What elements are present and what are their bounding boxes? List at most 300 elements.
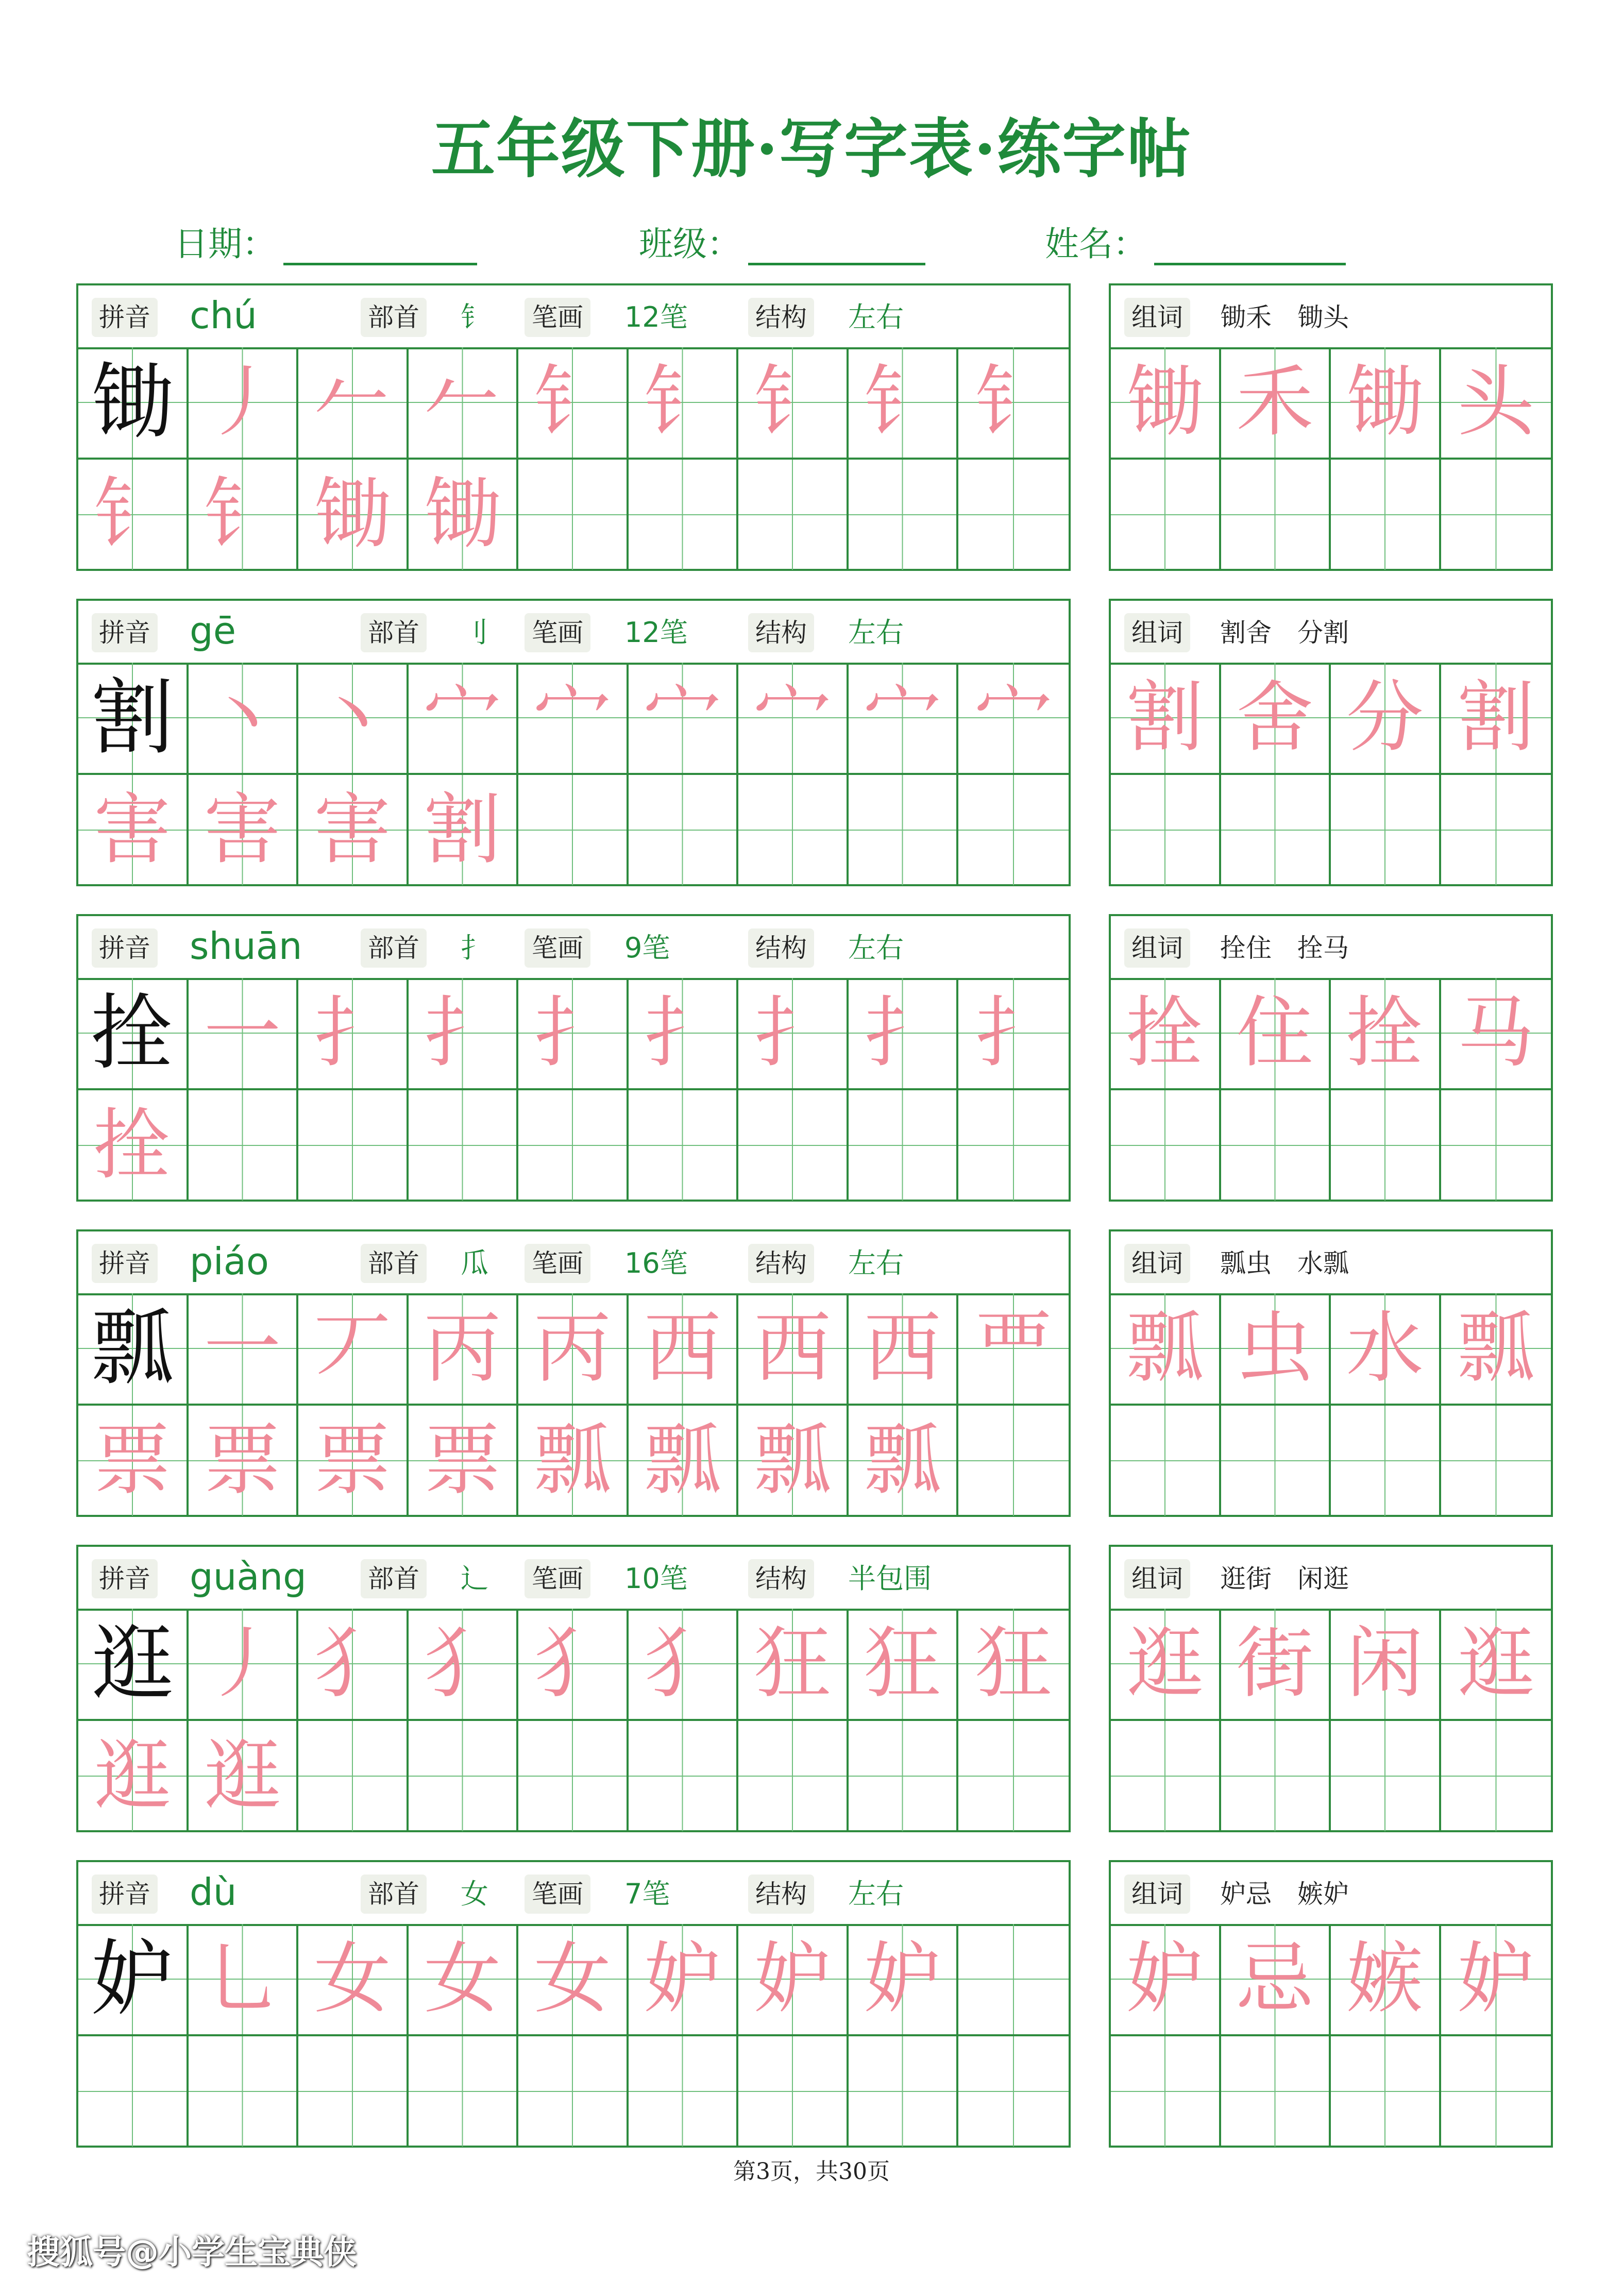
tianzige-cell[interactable] [1441, 978, 1551, 1088]
structure-tag: 结构 [748, 298, 814, 337]
stroke-step-character: 逛 [204, 1731, 281, 1821]
tianzige-cell[interactable] [958, 1406, 1069, 1516]
word-character: 妒 [1457, 1934, 1535, 2024]
character-block [76, 599, 1553, 886]
tianzige-cell[interactable] [1441, 1609, 1551, 1719]
tianzige-cell[interactable] [958, 978, 1069, 1088]
stroke-step-character: 扌 [424, 988, 501, 1078]
word-character: 马 [1457, 988, 1535, 1078]
stroke-step-character: 宀 [754, 673, 832, 763]
pinyin-tag: 拼音 [92, 613, 158, 652]
stroke-step-character: 害 [93, 785, 171, 875]
tianzige-cell[interactable] [518, 1293, 629, 1404]
words-tag: 组词 [1124, 298, 1190, 337]
tianzige-cell[interactable] [78, 2036, 189, 2147]
radical-tag: 部首 [361, 1875, 427, 1914]
character-block [76, 1229, 1553, 1517]
structure-tag: 结构 [748, 613, 814, 652]
words-header [1111, 601, 1551, 665]
word-character: 住 [1236, 988, 1314, 1078]
character-info-header [78, 916, 1069, 980]
tianzige-cell[interactable] [849, 978, 959, 1088]
tianzige-cell[interactable] [189, 1924, 299, 2034]
radical-tag: 部首 [361, 1244, 427, 1283]
word-character: 分 [1346, 673, 1424, 763]
tianzige-cell[interactable] [1331, 1924, 1441, 2034]
stroke-step-character: 宀 [975, 673, 1053, 763]
stroke-step-character: 犭 [313, 1619, 391, 1709]
date-line[interactable] [283, 220, 477, 265]
pinyin-tag: 拼音 [92, 298, 158, 337]
tianzige-cell[interactable] [518, 2036, 629, 2147]
tianzige-cell[interactable] [629, 347, 739, 458]
stroke-step-character: 狂 [754, 1619, 832, 1709]
tianzige-cell[interactable] [738, 1924, 849, 2034]
tianzige-cell[interactable] [1331, 1406, 1441, 1516]
strokes-tag: 笔画 [525, 928, 590, 968]
stroke-step-character: 宀 [864, 673, 941, 763]
name-line[interactable] [1154, 220, 1346, 265]
character-info-header [78, 1231, 1069, 1295]
tianzige-cell[interactable] [1111, 460, 1221, 570]
tianzige-cell[interactable] [78, 1721, 189, 1831]
tianzige-cell[interactable] [298, 2036, 409, 2147]
tianzige-cell[interactable] [78, 460, 189, 570]
tianzige-cell[interactable] [1221, 775, 1331, 885]
tianzige-cell[interactable] [629, 2036, 739, 2147]
tianzige-cell[interactable] [409, 1609, 519, 1719]
structure-value: 左右 [848, 1878, 904, 1910]
tianzige-cell[interactable] [1331, 1293, 1441, 1404]
tianzige-cell[interactable] [849, 663, 959, 773]
stroke-step-character: 钅 [204, 470, 281, 560]
structure-tag: 结构 [748, 928, 814, 968]
words-header [1111, 1547, 1551, 1611]
stroke-step-character: 一 [204, 1304, 281, 1393]
stroke-step-character: 宀 [424, 673, 501, 763]
tianzige-cell[interactable] [1111, 1090, 1221, 1201]
word-character: 割 [1126, 673, 1204, 763]
tianzige-cell[interactable] [1441, 1406, 1551, 1516]
tianzige-cell[interactable] [849, 1924, 959, 2034]
character-block [76, 914, 1553, 1202]
page-title: 五年级下册·写字表·练字帖 [431, 112, 1192, 187]
class-label: 班级： [639, 224, 741, 264]
tianzige-cell[interactable] [78, 1609, 189, 1719]
tianzige-cell[interactable] [409, 460, 519, 570]
tianzige-cell[interactable] [738, 347, 849, 458]
tianzige-cell[interactable] [1221, 460, 1331, 570]
radical-tag: 部首 [361, 928, 427, 968]
tianzige-cell[interactable] [518, 1609, 629, 1719]
tianzige-cell[interactable] [629, 775, 739, 885]
radical-value: 刂 [461, 616, 488, 649]
tianzige-cell[interactable] [1111, 978, 1221, 1088]
tianzige-cell[interactable] [409, 2036, 519, 2147]
tianzige-cell[interactable] [78, 347, 189, 458]
words-header [1111, 285, 1551, 349]
strokes-tag: 笔画 [525, 1875, 590, 1914]
tianzige-cell[interactable] [298, 347, 409, 458]
structure-value: 左右 [848, 301, 904, 333]
stroke-step-character: 钅 [864, 358, 941, 447]
tianzige-cell[interactable] [298, 663, 409, 773]
tianzige-cell[interactable] [189, 1293, 299, 1404]
stroke-step-character: 丙 [533, 1304, 611, 1393]
tianzige-cell[interactable] [738, 663, 849, 773]
word-practice-panel [1109, 283, 1553, 571]
tianzige-cell[interactable] [409, 978, 519, 1088]
tianzige-cell[interactable] [629, 460, 739, 570]
tianzige-cell[interactable] [298, 978, 409, 1088]
tianzige-cell[interactable] [1221, 1924, 1331, 2034]
tianzige-cell[interactable] [298, 1924, 409, 2034]
stroke-step-character: 狂 [975, 1619, 1053, 1709]
tianzige-cell[interactable] [78, 978, 189, 1088]
tianzige-cell[interactable] [849, 2036, 959, 2147]
tianzige-cell[interactable] [1221, 978, 1331, 1088]
stroke-step-character: 覀 [975, 1304, 1053, 1393]
model-character: 妒 [91, 1931, 174, 2027]
stroke-step-character: 𠂉 [313, 358, 391, 447]
tianzige-cell[interactable] [78, 775, 189, 885]
stroke-step-character: 钅 [975, 358, 1053, 447]
tianzige-cell[interactable] [738, 1721, 849, 1831]
words-tag: 组词 [1124, 1244, 1190, 1283]
stroke-step-character: 拴 [93, 1101, 171, 1190]
tianzige-cell[interactable] [958, 663, 1069, 773]
class-field[interactable] [639, 216, 925, 265]
tianzige-cell[interactable] [409, 1721, 519, 1831]
tianzige-cell[interactable] [849, 1721, 959, 1831]
tianzige-cell[interactable] [1221, 1293, 1331, 1404]
tianzige-cell[interactable] [629, 978, 739, 1088]
tianzige-cell[interactable] [1331, 775, 1441, 885]
tianzige-cell[interactable] [298, 1406, 409, 1516]
stroke-step-character: 妒 [644, 1934, 721, 2024]
tianzige-cell[interactable] [849, 460, 959, 570]
stroke-step-character: 瓢 [754, 1416, 832, 1506]
tianzige-cell[interactable] [629, 1609, 739, 1719]
stroke-step-character: 锄 [424, 470, 501, 560]
tianzige-cell[interactable] [189, 1721, 299, 1831]
word-practice-panel [1109, 914, 1553, 1202]
tianzige-cell[interactable] [629, 1721, 739, 1831]
date-field[interactable] [174, 216, 477, 265]
word-character: 嫉 [1346, 1934, 1424, 2024]
tianzige-cell[interactable] [849, 1406, 959, 1516]
stroke-step-character: 女 [533, 1934, 611, 2024]
strokes-value: 16笔 [624, 1247, 688, 1279]
practice-grid [78, 1924, 1069, 2146]
stroke-step-character: 瓢 [644, 1416, 721, 1506]
words-header [1111, 1862, 1551, 1926]
tianzige-cell[interactable] [958, 1609, 1069, 1719]
strokes-tag: 笔画 [525, 298, 590, 337]
tianzige-cell[interactable] [189, 460, 299, 570]
tianzige-cell[interactable] [1221, 1090, 1331, 1201]
name-field[interactable] [1045, 216, 1346, 265]
stroke-step-character: 扌 [754, 988, 832, 1078]
stroke-step-character: 害 [204, 785, 281, 875]
tianzige-cell[interactable] [409, 1924, 519, 2034]
tianzige-cell[interactable] [298, 1293, 409, 1404]
character-info-header [78, 1547, 1069, 1611]
tianzige-cell[interactable] [958, 347, 1069, 458]
model-character: 瓢 [91, 1300, 174, 1396]
tianzige-cell[interactable] [189, 2036, 299, 2147]
word-grid [1111, 347, 1551, 569]
tianzige-cell[interactable] [518, 1721, 629, 1831]
word-character: 瓢 [1457, 1304, 1535, 1393]
tianzige-cell[interactable] [518, 460, 629, 570]
tianzige-cell[interactable] [1221, 1721, 1331, 1831]
tianzige-cell[interactable] [1111, 1293, 1221, 1404]
stroke-step-character: 扌 [533, 988, 611, 1078]
tianzige-cell[interactable] [1441, 1721, 1551, 1831]
tianzige-cell[interactable] [189, 663, 299, 773]
tianzige-cell[interactable] [518, 1406, 629, 1516]
radical-value: 女 [461, 1878, 488, 1910]
tianzige-cell[interactable] [1441, 460, 1551, 570]
stroke-step-character: 丶 [204, 673, 281, 763]
radical-value: 瓜 [461, 1247, 488, 1279]
tianzige-cell[interactable] [1111, 1924, 1221, 2034]
strokes-value: 10笔 [624, 1562, 688, 1595]
stroke-step-character: 割 [424, 785, 501, 875]
word-character: 舍 [1236, 673, 1314, 763]
tianzige-cell[interactable] [189, 347, 299, 458]
tianzige-cell[interactable] [189, 1406, 299, 1516]
tianzige-cell[interactable] [738, 1293, 849, 1404]
word-character: 锄 [1346, 358, 1424, 447]
practice-grid [78, 978, 1069, 1200]
tianzige-cell[interactable] [1331, 1090, 1441, 1201]
word-character: 逛 [1457, 1619, 1535, 1709]
tianzige-cell[interactable] [298, 1090, 409, 1201]
class-line[interactable] [748, 220, 925, 265]
stroke-practice-panel [76, 599, 1071, 886]
tianzige-cell[interactable] [1441, 347, 1551, 458]
tianzige-cell[interactable] [958, 775, 1069, 885]
tianzige-cell[interactable] [1441, 663, 1551, 773]
tianzige-cell[interactable] [958, 1293, 1069, 1404]
tianzige-cell[interactable] [518, 775, 629, 885]
words-tag: 组词 [1124, 1875, 1190, 1914]
tianzige-cell[interactable] [298, 460, 409, 570]
stroke-step-character: 女 [424, 1934, 501, 2024]
word-grid [1111, 1924, 1551, 2146]
tianzige-cell[interactable] [1331, 347, 1441, 458]
tianzige-cell[interactable] [1441, 1924, 1551, 2034]
pinyin-value: dù [190, 1870, 237, 1914]
strokes-value: 7笔 [624, 1878, 670, 1910]
pinyin-value: piáo [190, 1240, 269, 1283]
strokes-tag: 笔画 [525, 1244, 590, 1283]
tianzige-cell[interactable] [849, 347, 959, 458]
stroke-step-character: 犭 [644, 1619, 721, 1709]
tianzige-cell[interactable] [1221, 2036, 1331, 2147]
stroke-step-character: 狂 [864, 1619, 941, 1709]
word-character: 虫 [1236, 1304, 1314, 1393]
stroke-step-character: 丿 [204, 1619, 281, 1709]
tianzige-cell[interactable] [518, 347, 629, 458]
tianzige-cell[interactable] [738, 2036, 849, 2147]
tianzige-cell[interactable] [78, 1293, 189, 1404]
tianzige-cell[interactable] [629, 663, 739, 773]
stroke-step-character: 钅 [754, 358, 832, 447]
stroke-practice-panel [76, 283, 1071, 571]
tianzige-cell[interactable] [1111, 775, 1221, 885]
tianzige-cell[interactable] [738, 978, 849, 1088]
word-practice-panel [1109, 599, 1553, 886]
tianzige-cell[interactable] [849, 775, 959, 885]
word-practice-panel [1109, 1229, 1553, 1517]
tianzige-cell[interactable] [1221, 1406, 1331, 1516]
practice-grid [78, 1609, 1069, 1830]
strokes-tag: 笔画 [525, 613, 590, 652]
tianzige-cell[interactable] [78, 1090, 189, 1201]
tianzige-cell[interactable] [409, 347, 519, 458]
tianzige-cell[interactable] [849, 1609, 959, 1719]
model-character: 锄 [91, 354, 174, 450]
tianzige-cell[interactable] [189, 978, 299, 1088]
word-character: 割 [1457, 673, 1535, 763]
word-practice-panel [1109, 1545, 1553, 1832]
tianzige-cell[interactable] [958, 1721, 1069, 1831]
tianzige-cell[interactable] [298, 775, 409, 885]
word-practice-panel [1109, 1860, 1553, 2148]
tianzige-cell[interactable] [298, 1609, 409, 1719]
structure-tag: 结构 [748, 1244, 814, 1283]
word-grid [1111, 1293, 1551, 1515]
stroke-step-character: 票 [93, 1416, 171, 1506]
name-label: 姓名： [1045, 224, 1147, 264]
tianzige-cell[interactable] [518, 1924, 629, 2034]
tianzige-cell[interactable] [1331, 978, 1441, 1088]
stroke-step-character: 瓢 [864, 1416, 941, 1506]
tianzige-cell[interactable] [738, 1406, 849, 1516]
tianzige-cell[interactable] [1221, 347, 1331, 458]
tianzige-cell[interactable] [189, 1090, 299, 1201]
tianzige-cell[interactable] [78, 1924, 189, 2034]
tianzige-cell[interactable] [78, 663, 189, 773]
tianzige-cell[interactable] [1441, 1293, 1551, 1404]
tianzige-cell[interactable] [738, 775, 849, 885]
tianzige-cell[interactable] [1331, 1609, 1441, 1719]
strokes-value: 12笔 [624, 301, 688, 333]
stroke-step-character: 害 [313, 785, 391, 875]
words-value: 瓢虫 水瓢 [1220, 1248, 1349, 1278]
tianzige-cell[interactable] [409, 775, 519, 885]
stroke-step-character: 西 [644, 1304, 721, 1393]
tianzige-cell[interactable] [629, 1293, 739, 1404]
stroke-step-character: 逛 [93, 1731, 171, 1821]
pinyin-tag: 拼音 [92, 1244, 158, 1283]
character-block [76, 283, 1553, 571]
words-header [1111, 916, 1551, 980]
word-character: 水 [1346, 1304, 1424, 1393]
tianzige-cell[interactable] [189, 775, 299, 885]
tianzige-cell[interactable] [518, 978, 629, 1088]
radical-tag: 部首 [361, 298, 427, 337]
word-character: 忌 [1236, 1934, 1314, 2024]
tianzige-cell[interactable] [1441, 775, 1551, 885]
stroke-step-character: 扌 [864, 988, 941, 1078]
tianzige-cell[interactable] [958, 2036, 1069, 2147]
tianzige-cell[interactable] [409, 1406, 519, 1516]
tianzige-cell[interactable] [409, 663, 519, 773]
tianzige-cell[interactable] [298, 1721, 409, 1831]
tianzige-cell[interactable] [629, 1924, 739, 2034]
tianzige-cell[interactable] [849, 1293, 959, 1404]
tianzige-cell[interactable] [409, 1293, 519, 1404]
tianzige-cell[interactable] [1221, 663, 1331, 773]
tianzige-cell[interactable] [409, 1090, 519, 1201]
tianzige-cell[interactable] [1111, 1721, 1221, 1831]
character-info-header [78, 1862, 1069, 1926]
tianzige-cell[interactable] [958, 460, 1069, 570]
structure-value: 左右 [848, 932, 904, 964]
tianzige-cell[interactable] [738, 1609, 849, 1719]
tianzige-cell[interactable] [1331, 460, 1441, 570]
tianzige-cell[interactable] [78, 1406, 189, 1516]
pinyin-tag: 拼音 [92, 1875, 158, 1914]
tianzige-cell[interactable] [738, 1090, 849, 1201]
tianzige-cell[interactable] [1111, 663, 1221, 773]
pinyin-tag: 拼音 [92, 928, 158, 968]
structure-value: 左右 [848, 1247, 904, 1279]
tianzige-cell[interactable] [1331, 663, 1441, 773]
stroke-step-character: 票 [204, 1416, 281, 1506]
tianzige-cell[interactable] [1441, 1090, 1551, 1201]
stroke-step-character: 瓢 [533, 1416, 611, 1506]
tianzige-cell[interactable] [958, 1924, 1069, 2034]
radical-value: 辶 [461, 1562, 488, 1595]
tianzige-cell[interactable] [1111, 1609, 1221, 1719]
tianzige-cell[interactable] [518, 1090, 629, 1201]
stroke-step-character: 一 [204, 988, 281, 1078]
stroke-step-character: 丿 [204, 358, 281, 447]
tianzige-cell[interactable] [1111, 2036, 1221, 2147]
tianzige-cell[interactable] [1441, 2036, 1551, 2147]
stroke-practice-panel [76, 1229, 1071, 1517]
model-character: 割 [91, 669, 174, 766]
model-character: 拴 [91, 985, 174, 1081]
word-character: 街 [1236, 1619, 1314, 1709]
tianzige-cell[interactable] [518, 663, 629, 773]
tianzige-cell[interactable] [1331, 2036, 1441, 2147]
tianzige-cell[interactable] [1221, 1609, 1331, 1719]
pinyin-value: guàng [190, 1555, 307, 1598]
tianzige-cell[interactable] [1111, 347, 1221, 458]
tianzige-cell[interactable] [849, 1090, 959, 1201]
stroke-step-character: 宀 [644, 673, 721, 763]
words-tag: 组词 [1124, 928, 1190, 968]
stroke-practice-panel [76, 1860, 1071, 2148]
word-grid [1111, 663, 1551, 884]
tianzige-cell[interactable] [629, 1090, 739, 1201]
stroke-step-character: 女 [313, 1934, 391, 2024]
tianzige-cell[interactable] [958, 1090, 1069, 1201]
tianzige-cell[interactable] [1111, 1406, 1221, 1516]
tianzige-cell[interactable] [738, 460, 849, 570]
tianzige-cell[interactable] [189, 1609, 299, 1719]
tianzige-cell[interactable] [1331, 1721, 1441, 1831]
radical-tag: 部首 [361, 1559, 427, 1598]
word-character: 拴 [1126, 988, 1204, 1078]
tianzige-cell[interactable] [629, 1406, 739, 1516]
